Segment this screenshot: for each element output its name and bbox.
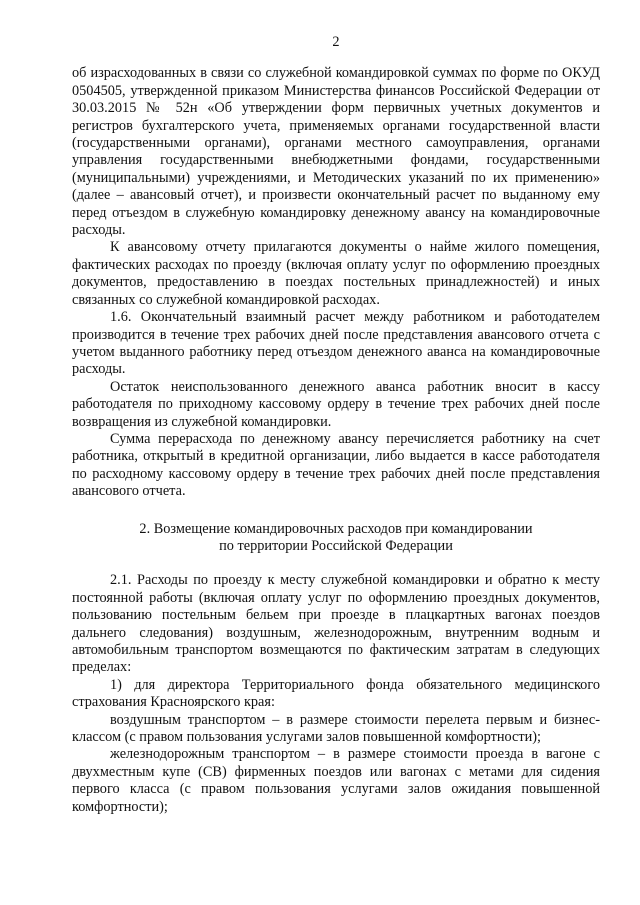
- page-number: 2: [332, 34, 340, 50]
- paragraph-overspend: Сумма перерасхода по денежному авансу перечисляется работнику на счет работника, открытый в кредитной организации, либо выдается в кассе работодателя по расходному кассовому ордеру в течение трех рабочих дней после представления авансового отчета.: [72, 430, 600, 500]
- paragraph-unused-advance: Остаток неиспользованного денежного аванса работник вносит в кассу работодателя по приходному кассовому ордеру в течение трех рабочих дней после возвращения из служебной командировки.: [72, 378, 600, 430]
- section-heading: [72, 521, 600, 556]
- paragraph-rail-transport: железнодорожным транспортом – в размере стоимости проезда в вагоне с двухместным купе (СВ) фирменных поездов или вагонах с метами для сидения первого класса (с правом пользования услугами залов ожидания повышенной комфортности);: [72, 746, 600, 815]
- paragraph-avans-report: об израсходованных в связи со служебной командировкой суммах по форме по ОКУД 0504505, утвержденной приказом Министерства финансов Российской Федерации от 30.03.2015 № 52н «Об утверждении форм первичных учетных документов и регистров бухгалтерского учета, применяемых органами государственной власти (государственными органами), органами местного самоуправления, органами управления государственными внебюджетными фондами, государственными (муниципальными) учреждениями, и Методических указаний по их применению» (далее – авансовый отчет), и произвести окончательный расчет по выданному ему перед отъездом в служебную командировку денежному авансу на командировочные расходы.: [72, 65, 600, 239]
- section-heading-line-1: 2. Возмещение командировочных расходов при командировании: [139, 520, 533, 537]
- paragraph-director-item: 1) для директора Территориального фонда обязательного медицинского страхования Красноярского края:: [72, 676, 600, 711]
- paragraph-air-transport: воздушным транспортом – в размере стоимости перелета первым и бизнес-классом (с правом пользования услугами залов повышенной комфортности);: [72, 711, 600, 746]
- section-heading-line-2: по территории Российской Федерации: [219, 537, 453, 554]
- paragraph-travel-expenses: 2.1. Расходы по проезду к месту служебной командировки и обратно к месту постоянной работы (включая оплату услуг по оформлению проездных документов, пользованию постельным бельем при проезде в плацкартных вагонах поездов дальнего следования) воздушным, железнодорожным, внутренним водным и автомобильным транспортом возмещаются по фактическим затратам в следующих пределах:: [72, 572, 600, 676]
- paragraph-final-settlement: 1.6. Окончательный взаимный расчет между работником и работодателем производится в течение трех рабочих дней после представления авансового отчета с учетом выданного работнику перед отъездом денежного аванса на командировочные расходы.: [72, 309, 600, 378]
- paragraph-attachments: К авансовому отчету прилагаются документы о найме жилого помещения, фактических расходах по проезду (включая оплату услуг по оформлению проездных документов, предоставлению в поездах постельных принадлежностей) и иных связанных со служебной командировкой расходах.: [72, 239, 600, 308]
